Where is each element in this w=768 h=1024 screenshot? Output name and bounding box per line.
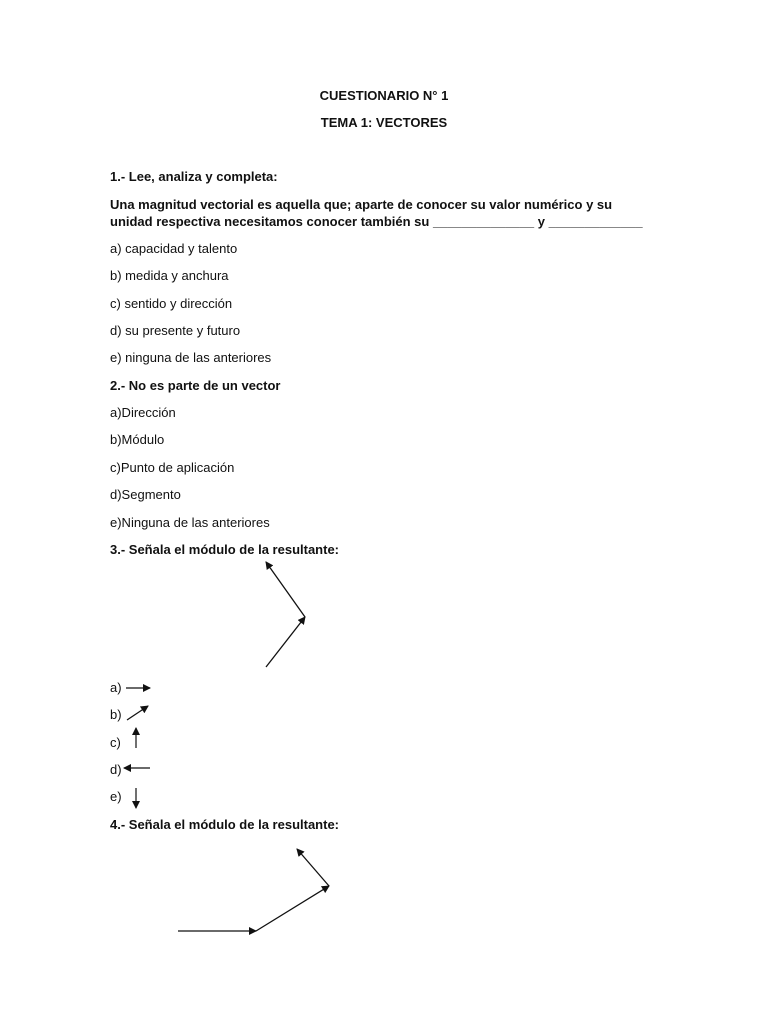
q3-vector-2	[266, 562, 305, 617]
question-1-statement: Una magnitud vectorial es aquella que; aparte de conocer su valor numérico y su unidad respectiva necesitamos conocer también su ______________ y _____________	[110, 197, 643, 229]
question-3-heading: 3.- Señala el módulo de la resultante:	[110, 542, 340, 557]
question-3-option-d: d)	[110, 762, 122, 777]
q4-vector-2	[256, 886, 329, 931]
question-2-option-d: d)Segmento	[110, 487, 181, 502]
q4-vector-3	[297, 849, 329, 886]
q3-vector-1	[266, 617, 305, 667]
question-3-option-e: e)	[110, 789, 122, 804]
question-2-option-b: b)Módulo	[110, 432, 165, 447]
question-1-option-a: a) capacidad y talento	[110, 241, 238, 256]
arrow-up-right-icon	[127, 706, 148, 720]
question-2-option-e: e)Ninguna de las anteriores	[110, 515, 270, 530]
question-3-option-c: c)	[110, 735, 121, 750]
question-1-heading: 1.- Lee, analiza y completa:	[110, 169, 278, 184]
page-title: CUESTIONARIO N° 1	[319, 88, 449, 103]
question-2-heading: 2.- No es parte de un vector	[110, 378, 281, 393]
question-3-option-b: b)	[110, 707, 122, 722]
question-2-option-a: a)Dirección	[110, 405, 176, 420]
question-1-option-d: d) su presente y futuro	[110, 323, 241, 338]
question-3-option-a: a)	[110, 680, 122, 695]
page-subtitle: TEMA 1: VECTORES	[320, 115, 448, 130]
question-1-option-c: c) sentido y dirección	[110, 296, 233, 311]
question-1-option-b: b) medida y anchura	[110, 268, 229, 283]
question-2-option-c: c)Punto de aplicación	[110, 460, 235, 475]
question-1-option-e: e) ninguna de las anteriores	[110, 350, 272, 365]
question-4-heading: 4.- Señala el módulo de la resultante:	[110, 817, 340, 832]
